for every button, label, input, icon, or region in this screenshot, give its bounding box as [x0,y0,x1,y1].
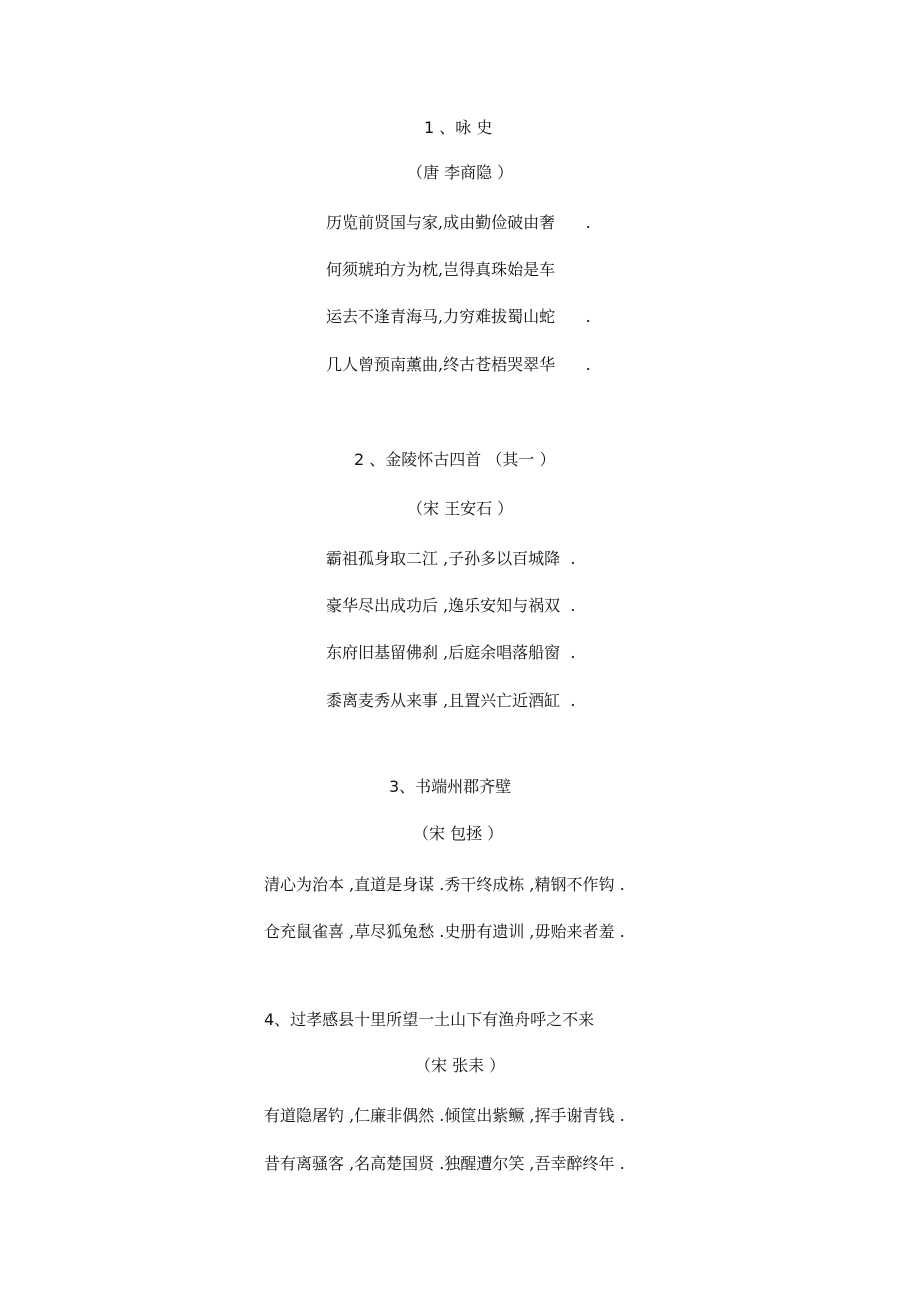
poem-2-line-4: 黍离麦秀从来事 ,且置兴亡近酒缸 . [326,691,576,710]
poem-4-author: （宋 张耒 ） [415,1056,506,1075]
poem-1-line-2: 何须琥珀方为枕,岂得真珠始是车 [326,260,556,279]
poem-1-line-1: 历览前贤国与家,成由勤俭破由奢 . [326,213,591,232]
poem-3-author: （宋 包拯 ） [413,824,504,843]
poem-2-line-2: 豪华尽出成功后 ,逸乐安知与祸双 . [326,596,576,615]
poem-2-line-3: 东府旧基留佛刹 ,后庭余唱落船窗 . [326,643,576,662]
poem-2-author: （宋 王安石 ） [407,499,514,518]
poem-1-line-3: 运去不逢青海马,力穷难拔蜀山蛇 . [326,307,591,326]
poem-3-line-2: 仓充鼠雀喜 ,草尽狐兔愁 .史册有遗训 ,毋贻来者羞 . [264,922,625,941]
poem-2-title: 2 、金陵怀古四首 （其一 ） [354,450,556,469]
poem-4-line-2: 昔有离骚客 ,名高楚国贤 .独醒遭尔笑 ,吾幸醉终年 . [264,1154,625,1173]
poem-4-title: 4、过孝感县十里所望一土山下有渔舟呼之不来 [264,1010,595,1029]
poem-1-author: （唐 李商隐 ） [407,163,514,182]
poem-4-line-1: 有道隐屠钓 ,仁廉非偶然 .倾筐出紫鳜 ,挥手谢青钱 . [264,1106,625,1125]
poem-1-title: 1 、咏 史 [424,118,493,137]
poem-3-title: 3、书端州郡齐壁 [389,777,512,796]
poem-1-line-4: 几人曾预南薰曲,终古苍梧哭翠华 . [326,355,591,374]
poem-2-line-1: 霸祖孤身取二江 ,子孙多以百城降 . [326,549,576,568]
poem-3-line-1: 清心为治本 ,直道是身谋 .秀干终成栋 ,精钢不作钩 . [264,875,625,894]
